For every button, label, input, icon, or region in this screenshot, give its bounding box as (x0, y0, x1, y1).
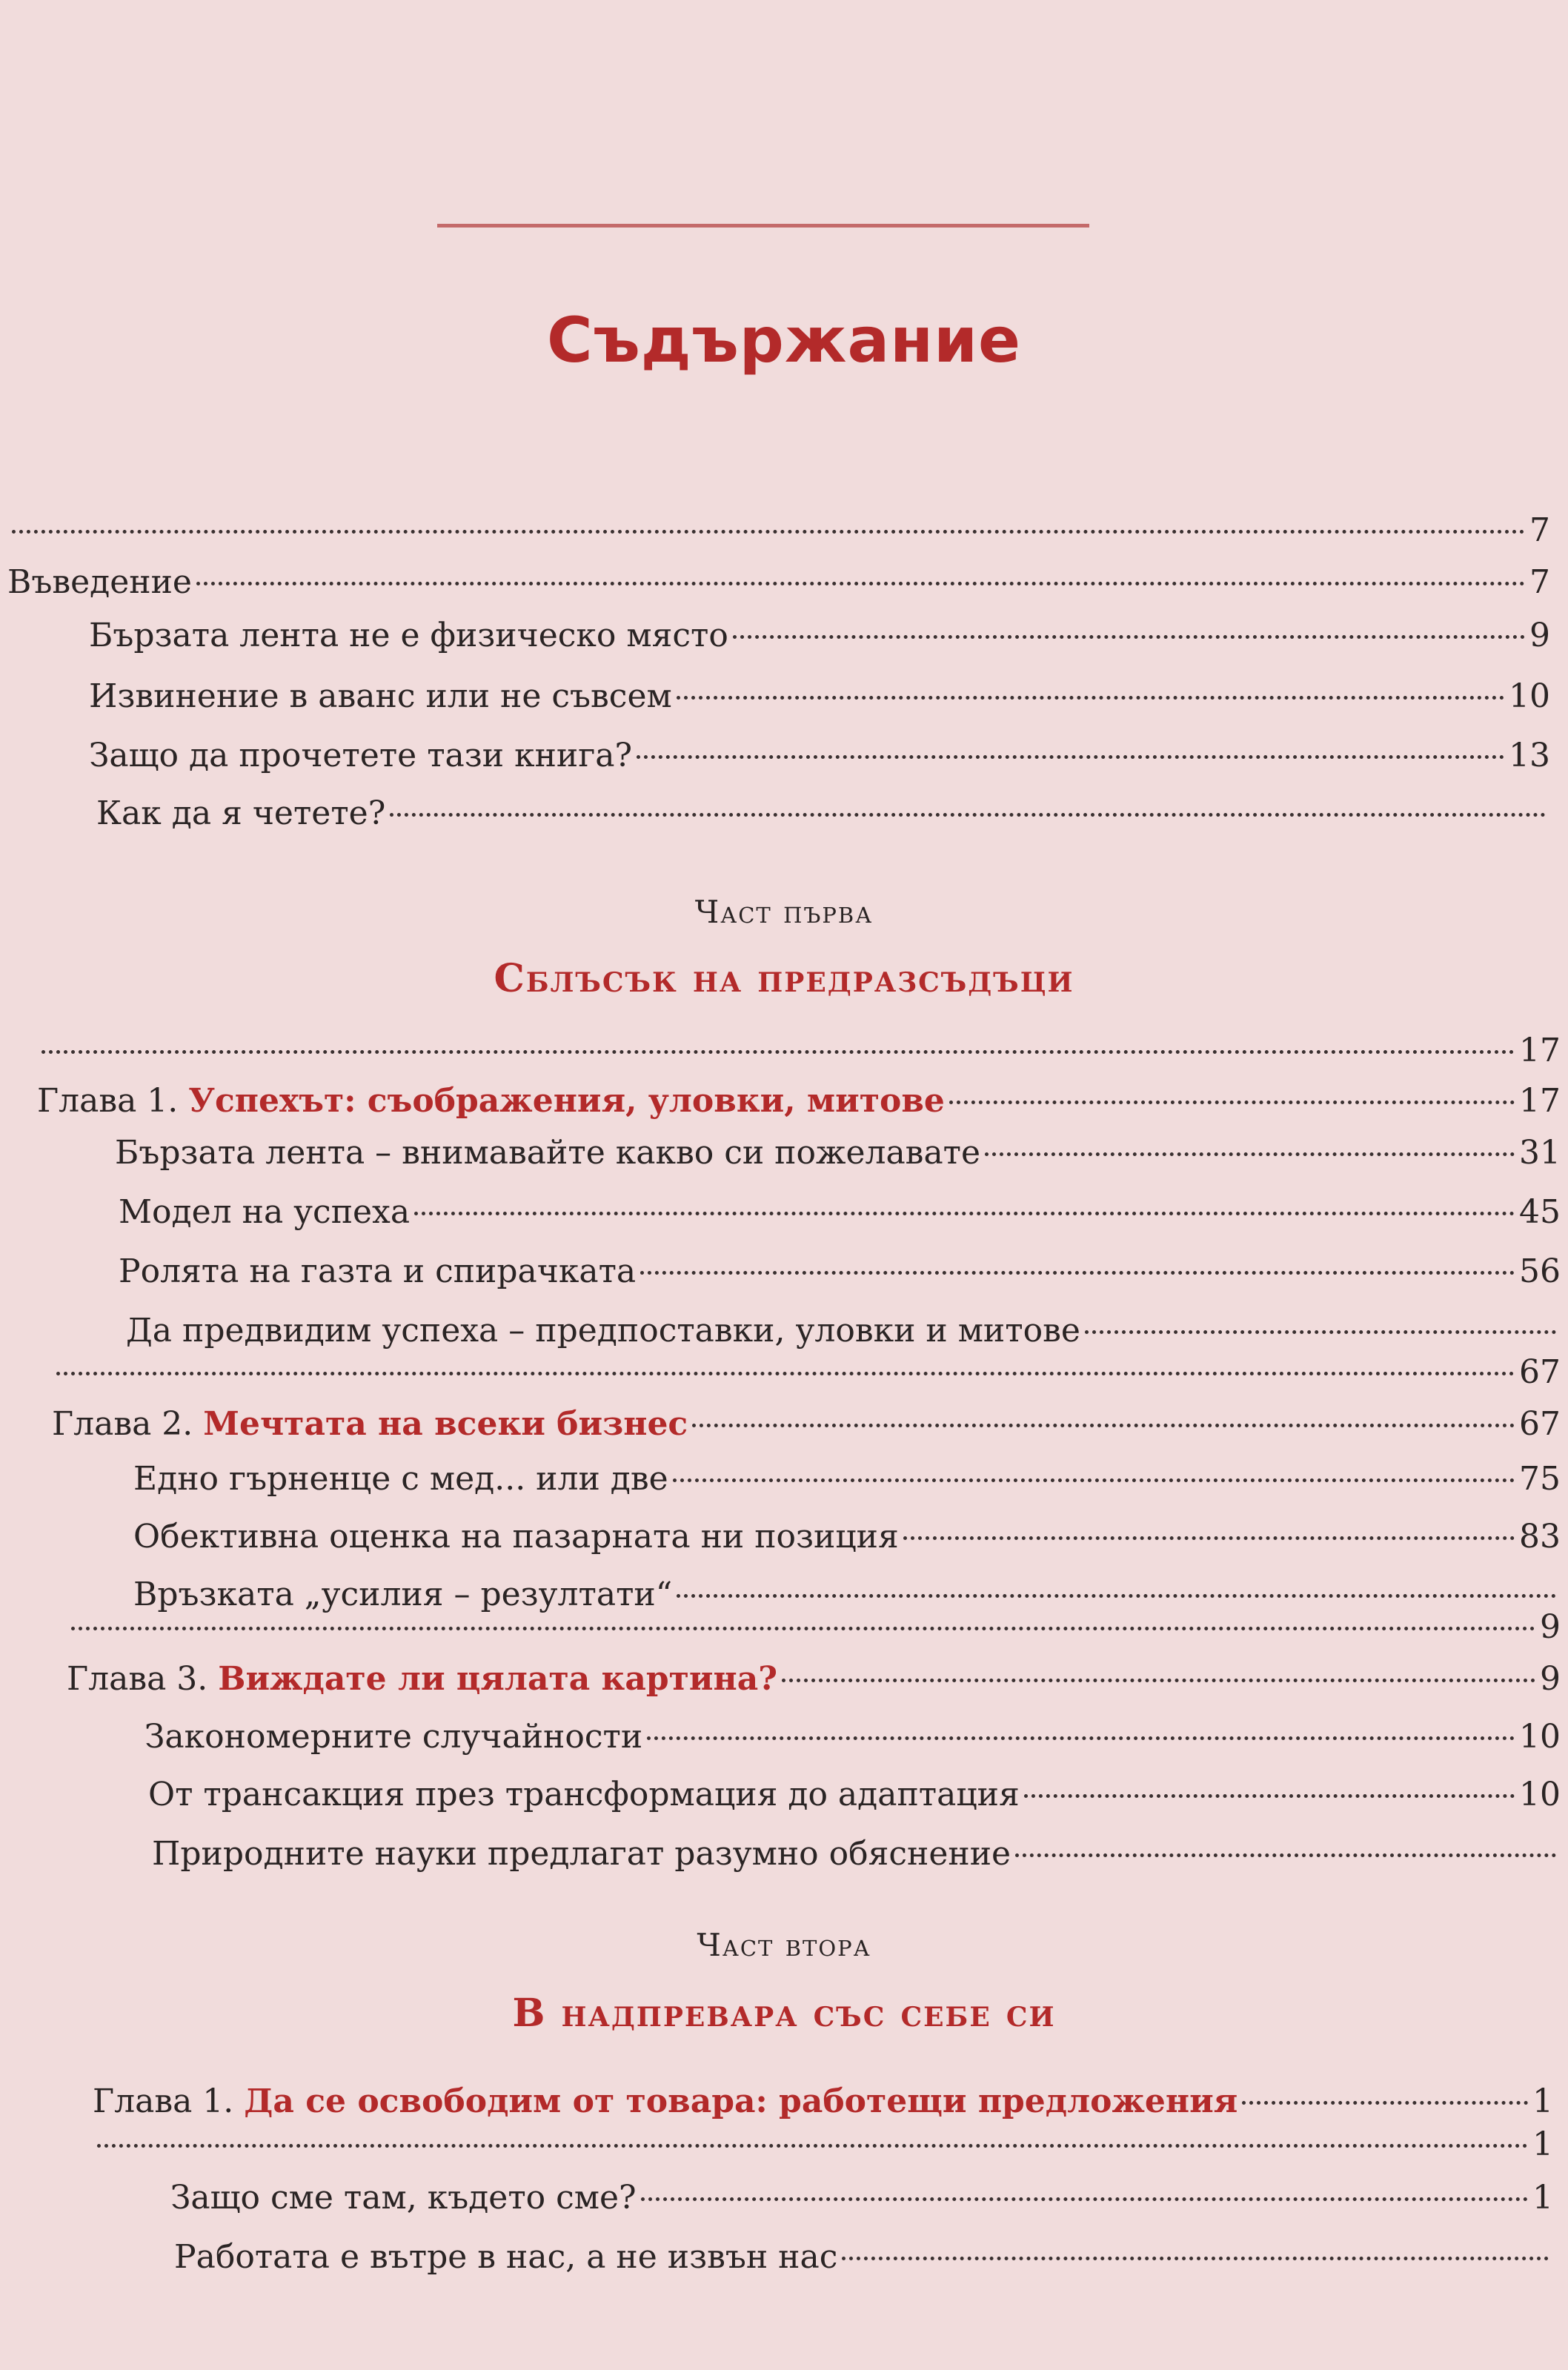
part-one-title: Сблъсък на предразсъдъци (494, 956, 1074, 1001)
toc-entry (67, 1660, 1561, 1698)
toc-entry (7, 511, 1550, 549)
page-number: 10 (1519, 1718, 1561, 1756)
toc-entry (52, 1405, 1561, 1443)
dot-leader (692, 1424, 1515, 1427)
toc-entry-label (89, 737, 632, 774)
toc-entry (144, 1718, 1561, 1756)
toc-entry-label (93, 2082, 1238, 2120)
toc-entry-label (119, 1193, 410, 1231)
section-title: Обективна оценка на пазарната ни позиция (133, 1518, 899, 1556)
dot-leader (637, 755, 1504, 759)
dot-leader (677, 1594, 1556, 1598)
toc-entry-label (89, 677, 672, 715)
part-two-title: В надпревара със себе си (512, 1991, 1056, 2036)
toc-entry-label (148, 1776, 1020, 1813)
toc-entry-label (126, 1312, 1080, 1350)
toc-entry-label (115, 1134, 980, 1172)
section-title: Бързата лента – внимавайте какво си пожелавате (115, 1134, 981, 1172)
page-number: 45 (1519, 1193, 1561, 1231)
toc-entry (170, 2179, 1553, 2217)
page-number: 56 (1519, 1252, 1561, 1290)
page-number: 75 (1519, 1460, 1561, 1498)
page-number: 7 (1529, 563, 1550, 601)
dot-leader (842, 2257, 1549, 2260)
dot-leader (1242, 2101, 1528, 2105)
dot-leader (985, 1152, 1515, 1156)
section-title: Да предвидим успеха – предпоставки, уловки и митове (126, 1312, 1080, 1350)
toc-entry-label (7, 563, 192, 601)
toc-entry (119, 1252, 1561, 1290)
page-number: 10 (1519, 1776, 1561, 1813)
page-number: 13 (1509, 737, 1550, 774)
toc-entry (119, 1193, 1561, 1231)
section-title: Работата е вътре в нас, а не извън нас (174, 2238, 838, 2276)
dot-leader (97, 2144, 1528, 2148)
dot-leader (41, 1050, 1515, 1054)
page-number: 10 (1509, 677, 1550, 715)
page-number: 9 (1529, 617, 1550, 654)
toc-entry (174, 2238, 1553, 2276)
toc-entry (115, 1134, 1561, 1172)
toc-entry (152, 1835, 1561, 1873)
toc-entry (96, 794, 1550, 832)
toc-entry-label (67, 1660, 777, 1698)
page-number: 17 (1519, 1082, 1561, 1120)
section-title: Ролята на газта и спирачката (119, 1252, 637, 1290)
dot-leader (903, 1536, 1515, 1540)
dot-leader (1015, 1853, 1556, 1857)
page-number: 1 (1532, 2179, 1553, 2217)
toc-entry-label (174, 2238, 837, 2276)
section-title: От трансакция през трансформация до адаптация (148, 1776, 1020, 1813)
page-number: 67 (1519, 1353, 1561, 1391)
toc-entry (93, 2125, 1553, 2163)
page-number: 9 (1540, 1608, 1561, 1646)
dot-leader (647, 1736, 1515, 1740)
part-one-label: Част първа (694, 894, 874, 930)
section-title: Извинение в аванс или не съвсем (89, 677, 672, 715)
page-number: 9 (1540, 1660, 1561, 1698)
toc-entry-label (170, 2179, 637, 2217)
dot-leader (1085, 1330, 1556, 1334)
section-title: Природните науки предлагат разумно обяснение (152, 1835, 1011, 1873)
dot-leader (733, 635, 1525, 639)
section-title: Защо сме там, където сме? (170, 2179, 637, 2217)
toc-entry-label (133, 1460, 668, 1498)
page-number: 83 (1519, 1518, 1561, 1556)
chapter-title: Успехът: съображения, уловки, митове (188, 1082, 945, 1120)
toc-entry (7, 563, 1550, 601)
toc-entry-label (96, 794, 385, 832)
toc-entry (93, 2082, 1553, 2120)
chapter-number: Глава 1. (37, 1082, 189, 1120)
dot-leader (641, 2197, 1528, 2201)
page-number: 1 (1532, 2125, 1553, 2163)
page-number: 17 (1519, 1032, 1561, 1069)
page-number: 31 (1519, 1134, 1561, 1172)
chapter-title: Виждате ли цялата картина? (218, 1660, 778, 1698)
section-title: Закономерните случайности (144, 1718, 643, 1756)
page-number: 1 (1532, 2082, 1553, 2120)
chapter-number: Глава 1. (93, 2082, 245, 2120)
toc-entry (37, 1032, 1561, 1069)
page-number: 7 (1529, 511, 1550, 549)
dot-leader (390, 813, 1546, 817)
dot-leader (56, 1372, 1515, 1375)
toc-entry-label (89, 617, 728, 654)
dot-leader (71, 1627, 1535, 1630)
dot-leader (782, 1679, 1535, 1682)
toc-entry (89, 617, 1550, 654)
toc-entry-label (119, 1252, 636, 1290)
toc-entry (67, 1608, 1561, 1646)
dot-leader (196, 582, 1525, 585)
section-title: Модел на успеха (119, 1193, 411, 1231)
dot-leader (640, 1271, 1515, 1275)
dot-leader (12, 530, 1525, 534)
dot-leader (414, 1212, 1515, 1215)
dot-leader (1024, 1794, 1515, 1798)
part-two-label: Част втора (697, 1927, 871, 1963)
page-number: 67 (1519, 1405, 1561, 1443)
toc-entry (148, 1776, 1561, 1813)
chapter-number: Глава 3. (67, 1660, 219, 1698)
section-title: Бързата лента не е физическо място (89, 617, 728, 654)
toc-entry (133, 1460, 1561, 1498)
toc-entry (89, 737, 1550, 774)
section-title: Как да я четете? (96, 794, 386, 832)
toc-entry (89, 677, 1550, 715)
section-title: Връзката „усилия – резултати“ (133, 1576, 673, 1613)
chapter-number: Глава 2. (52, 1405, 204, 1443)
toc-entry (37, 1082, 1561, 1120)
toc-entry-label (37, 1082, 945, 1120)
toc-entry-label (133, 1518, 899, 1556)
dot-leader (673, 1478, 1515, 1482)
toc-entry-label (144, 1718, 642, 1756)
toc-entry (126, 1312, 1561, 1350)
page-title: Съдържание (547, 304, 1021, 376)
toc-entry-label (52, 1405, 688, 1443)
section-title: Едно гърненце с мед... или две (133, 1460, 668, 1498)
dot-leader (677, 696, 1504, 700)
toc-entry-label (152, 1835, 1011, 1873)
toc-entry (133, 1518, 1561, 1556)
section-title: Въведение (7, 563, 192, 601)
dot-leader (949, 1101, 1515, 1104)
section-title: Защо да прочетете тази книга? (89, 737, 633, 774)
toc-entry (52, 1353, 1561, 1391)
decorative-rule (437, 224, 1089, 228)
chapter-title: Да се освободим от товара: работещи предложения (244, 2082, 1238, 2120)
chapter-title: Мечтата на всеки бизнес (203, 1405, 688, 1443)
